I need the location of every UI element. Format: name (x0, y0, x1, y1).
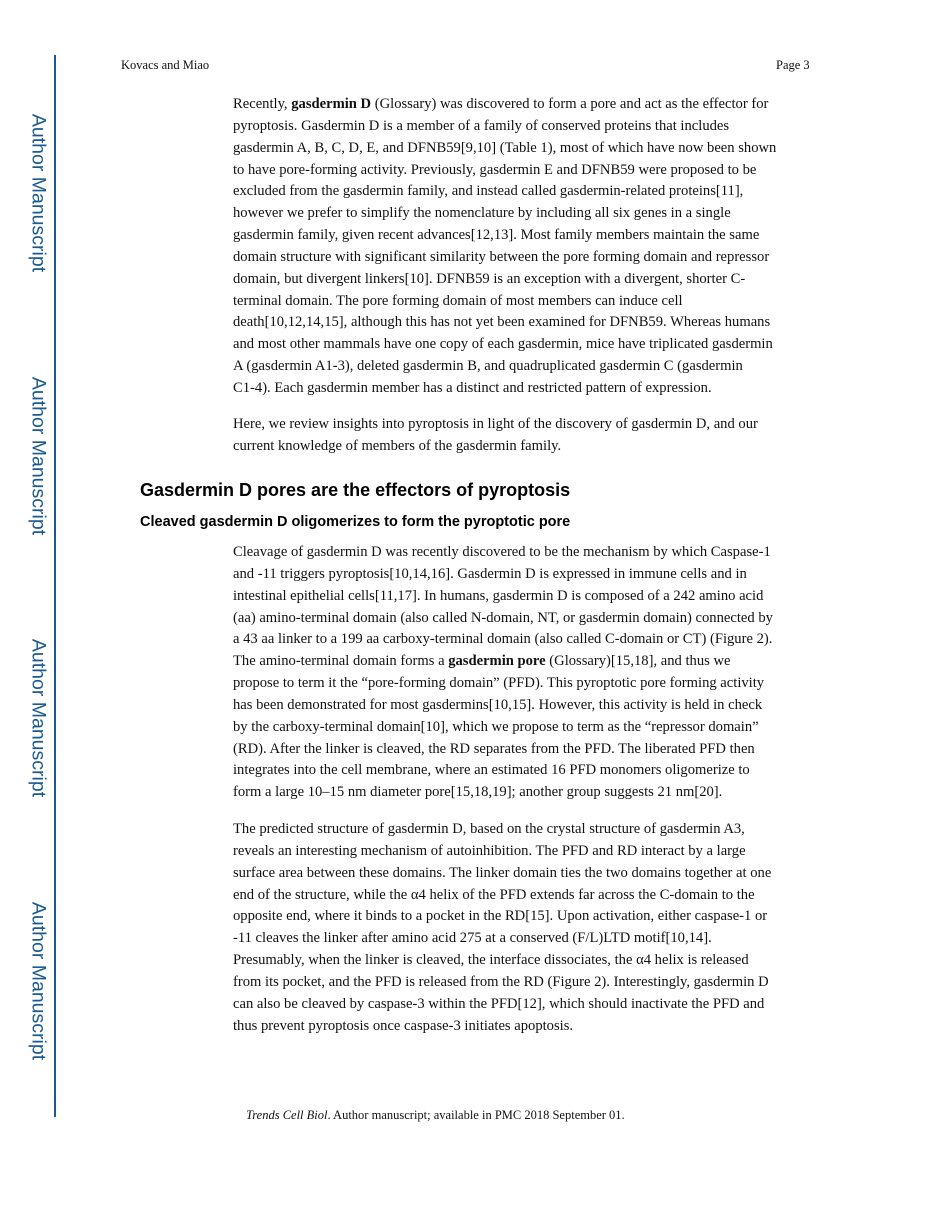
text-line: thus prevent pyroptosis once caspase-3 initiates apoptosis. (233, 1017, 574, 1034)
running-head-authors: Kovacs and Miao (121, 58, 210, 72)
text-line: to have pore-forming activity. Previously, gasdermin E and DFNB59 were proposed to be (233, 161, 757, 178)
paragraph-structure (233, 819, 815, 1037)
text-line: Presumably, when the linker is cleaved, the interface dissociates, the α4 helix is released (233, 952, 749, 969)
text-line: has been demonstrated for most gasdermins[10,15]. However, this activity is held in check (233, 696, 763, 713)
paragraph-gasdermin-family (233, 94, 815, 400)
paragraph-review-intro (233, 414, 815, 458)
text-line: domain structure with significant similarity between the pore forming domain and repressor (233, 248, 770, 265)
text-line: and most other mammals have one copy of each gasdermin, mice have triplicated gasdermin (233, 336, 773, 353)
paragraph-cleavage (233, 542, 815, 804)
section-heading: Gasdermin D pores are the effectors of pyroptosis (140, 480, 571, 500)
text-line: gasdermin A, B, C, D, E, and DFNB59[9,10] (Table 1), most of which have now been shown (233, 139, 777, 156)
text-line: A (gasdermin A1-3), deleted gasdermin B, and quadruplicated gasdermin C (gasdermin (233, 358, 743, 375)
text-line: a 43 aa linker to a 199 aa carboxy-terminal domain (also called C-domain or CT) (Figure 2). (233, 631, 773, 648)
text-line: opposite end, where it binds to a pocket in the RD[15]. Upon activation, either caspase-1 or (233, 908, 768, 925)
glossary-term-gasdermin-pore: gasdermin pore (448, 653, 546, 670)
text-line: pyroptosis. Gasdermin D is a member of a family of conserved proteins that includes (233, 117, 730, 134)
text-line: Cleavage of gasdermin D was recently discovered to be the mechanism by which Caspase-1 (233, 544, 771, 560)
text-line: gasdermin family, given recent advances[12,13]. Most family members maintain the same (233, 227, 760, 244)
text-line: C1-4). Each gasdermin member has a distinct and restricted pattern of expression. (233, 379, 712, 396)
text-line: The amino-terminal domain forms a gasdermin pore (Glossary)[15,18], and thus we (233, 653, 731, 670)
footer-text: . Author manuscript; available in PMC 2018 September 01. (327, 1108, 625, 1122)
text-line: from its pocket, and the PFD is released from the RD (Figure 2). Interestingly, gasdermin D (233, 973, 769, 990)
sidebar-rule (54, 55, 56, 1117)
page-footer (246, 1108, 625, 1123)
text-line: integrates into the cell membrane, where an estimated 16 PFD monomers oligomerize to (233, 762, 750, 779)
text-line: propose to term it the “pore-forming domain” (PFD). This pyroptotic pore forming activity (233, 675, 765, 692)
text-line: by the carboxy-terminal domain[10], which we propose to term as the “repressor domain” (233, 718, 759, 735)
text-line: (RD). After the linker is cleaved, the RD separates from the PFD. The liberated PFD then (233, 740, 755, 757)
running-head-page: Page 3 (776, 58, 810, 72)
text-line: current knowledge of members of the gasdermin family. (233, 437, 562, 454)
journal-name: Trends Cell Biol (246, 1108, 328, 1122)
text-line: intestinal epithelial cells[11,17]. In humans, gasdermin D is composed of a 242 amino acid (233, 587, 764, 604)
text-line: -11 cleaves the linker after amino acid 275 at a conserved (F/L)LTD motif[10,14]. (233, 930, 712, 947)
text-line: The predicted structure of gasdermin D, based on the crystal structure of gasdermin A3, (233, 821, 745, 837)
text-line: death[10,12,14,15], although this has not yet been examined for DFNB59. Whereas humans (233, 314, 771, 331)
subsection-heading: Cleaved gasdermin D oligomerizes to form the pyroptotic pore (140, 514, 571, 530)
text-line: Here, we review insights into pyroptosis in light of the discovery of gasdermin D, and our (233, 416, 758, 432)
text-line: domain, but divergent linkers[10]. DFNB59 is an exception with a divergent, shorter C- (233, 270, 746, 287)
text-line: however we prefer to simplify the nomenclature by including all six genes in a single (233, 205, 731, 222)
text-line: reveals an interesting mechanism of autoinhibition. The PFD and RD interact by a large (233, 842, 746, 859)
text-line: terminal domain. The pore forming domain of most members can induce cell (233, 292, 683, 309)
text-line: surface area between these domains. The linker domain ties the two domains together at one (233, 864, 772, 881)
text-line: Recently, gasdermin D (Glossary) was discovered to form a pore and act as the effector for (233, 96, 769, 112)
text-line: excluded from the gasdermin family, and instead called gasdermin-related proteins[11], (233, 183, 744, 200)
text-line: end of the structure, while the α4 helix of the PFD extends far across the C-domain to the (233, 886, 755, 903)
text-line: form a large 10–15 nm diameter pore[15,18,19]; another group suggests 21 nm[20]. (233, 784, 723, 801)
text-line: and -11 triggers pyroptosis[10,14,16]. Gasdermin D is expressed in immune cells and in (233, 565, 747, 582)
text-line: can also be cleaved by caspase-3 within the PFD[12], which should inactivate the PFD and (233, 995, 765, 1012)
text-line: (aa) amino-terminal domain (also called N-domain, NT, or gasdermin domain) connected by (233, 609, 773, 626)
glossary-term-gasdermin-d: gasdermin D (291, 96, 372, 112)
